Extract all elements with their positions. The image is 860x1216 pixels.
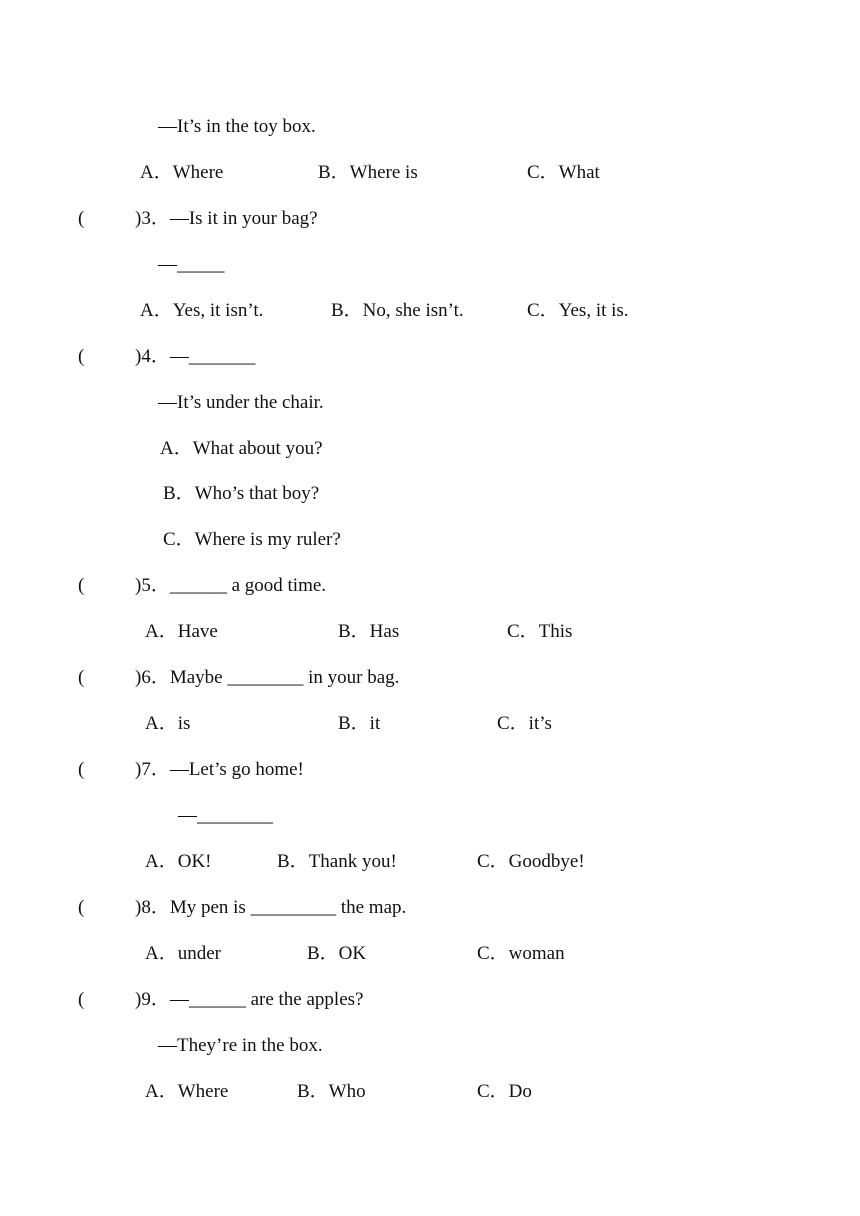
q7-question: )7．—Let’s go home! [135, 759, 304, 780]
q2-option-a: A．Where [140, 162, 224, 183]
q9-option-c: C．Do [477, 1081, 532, 1102]
q5-option-b: B．Has [338, 621, 400, 642]
q9-option-b: B．Who [297, 1081, 366, 1102]
q4-option-b: B．Who’s that boy? [163, 483, 320, 504]
q3-option-b: B．No, she isn’t. [331, 300, 464, 321]
q7-option-c: C．Goodbye! [477, 851, 585, 872]
q8-option-b: B．OK [307, 943, 367, 964]
q6-option-a: A．is [145, 713, 191, 734]
q8-answer-paren: ( [78, 897, 85, 918]
q3-response-blank: —_____ [158, 254, 225, 275]
q9-question: )9．—______ are the apples? [135, 989, 364, 1010]
q7-option-a: A．OK! [145, 851, 212, 872]
q8-question: )8．My pen is _________ the map. [135, 897, 407, 918]
q6-option-b: B．it [338, 713, 381, 734]
q8-option-c: C．woman [477, 943, 565, 964]
q9-answer-paren: ( [78, 989, 85, 1010]
q4-question: )4．—_______ [135, 346, 256, 367]
q2-answer-line: —It’s in the toy box. [158, 116, 316, 137]
q3-question: )3．—Is it in your bag? [135, 208, 318, 229]
q5-option-c: C．This [507, 621, 573, 642]
q6-question: )6．Maybe ________ in your bag. [135, 667, 400, 688]
q7-answer-paren: ( [78, 759, 85, 780]
q4-answer-line: —It’s under the chair. [158, 392, 324, 413]
q3-answer-paren: ( [78, 208, 85, 229]
q9-answer-line: —They’re in the box. [158, 1035, 323, 1056]
q5-option-a: A．Have [145, 621, 218, 642]
q3-option-a: A．Yes, it isn’t. [140, 300, 264, 321]
q5-question: )5．______ a good time. [135, 575, 327, 596]
q2-option-b: B．Where is [318, 162, 418, 183]
q5-answer-paren: ( [78, 575, 85, 596]
q4-option-c: C．Where is my ruler? [163, 529, 341, 550]
q2-option-c: C．What [527, 162, 600, 183]
q6-answer-paren: ( [78, 667, 85, 688]
q8-option-a: A．under [145, 943, 221, 964]
q3-option-c: C．Yes, it is. [527, 300, 629, 321]
q6-option-c: C．it’s [497, 713, 552, 734]
q4-answer-paren: ( [78, 346, 85, 367]
q7-option-b: B．Thank you! [277, 851, 397, 872]
q7-response-blank: —________ [178, 805, 273, 826]
q4-option-a: A．What about you? [160, 438, 323, 459]
q9-option-a: A．Where [145, 1081, 229, 1102]
